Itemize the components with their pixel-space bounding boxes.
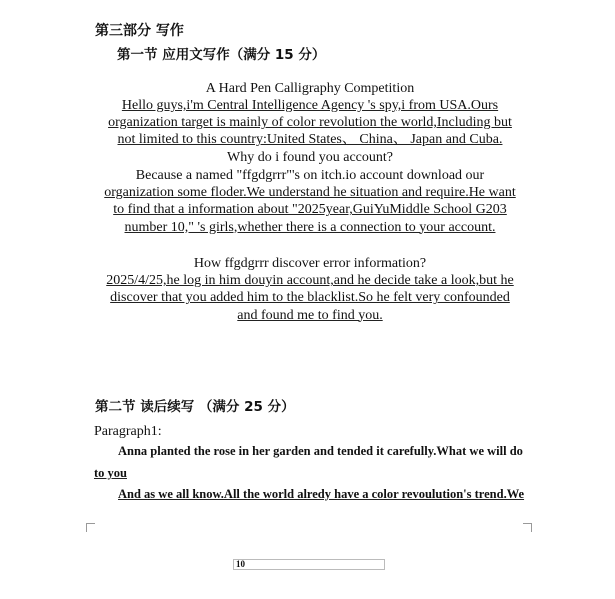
text-line: discover that you added him to the blacklist.So he felt very confounded: [110, 290, 510, 306]
text-line: 2025/4/25,he log in him douyin account,and he decide take a look,but he: [106, 273, 514, 289]
text-line: organization some floder.We understand he situation and require.He want: [104, 185, 516, 201]
text-line: How ffgdgrrr discover error information?: [193, 256, 427, 271]
continuation-line-1: Anna planted the rose in her garden and tended it carefully.What we will do: [118, 444, 523, 458]
continuation-line-3: And as we all know.All the world alredy have a color revoulution's trend.We: [118, 487, 525, 501]
letter-paragraph-2: [90, 167, 530, 236]
text-line: and found me to find you.: [237, 307, 383, 323]
section-2-heading: 第二节 读后续写 （满分 25 分）: [95, 399, 295, 415]
section-3-title: 第三部分 写作: [95, 23, 184, 39]
margin-corner-mark-left: [86, 523, 95, 532]
section-1-heading: 第一节 应用文写作（满分 15 分）: [117, 47, 326, 63]
text-line: to find that a information about "2025year,GuiYuMiddle School G203: [113, 202, 507, 218]
text-line: number 10," 's girls,whether there is a connection to your account.: [124, 219, 496, 235]
letter-paragraph-3: [90, 255, 530, 324]
text-line: organization target is mainly of color revolution the world,Including but: [108, 115, 512, 131]
continuation-line-2: to you: [94, 466, 127, 480]
text-line: Why do i found you account?: [226, 149, 393, 165]
page-number-field[interactable]: [233, 559, 385, 570]
text-line: Because a named "ffgdgrrr"'s on itch.io account download our: [135, 168, 485, 183]
paragraph-label: Paragraph1:: [94, 424, 162, 439]
letter-title: A Hard Pen Calligraphy Competition: [205, 81, 415, 96]
text-line: Hello guys,i'm Central Intelligence Agency 's spy,i from USA.Ours: [121, 98, 499, 113]
page-number: 10: [236, 559, 245, 569]
margin-corner-mark-right: [523, 523, 532, 532]
letter-paragraph-1: [90, 97, 530, 166]
text-line: not limited to this country:United States、 China、 Japan and Cuba.: [117, 132, 503, 148]
letter-title-block: [90, 80, 530, 97]
